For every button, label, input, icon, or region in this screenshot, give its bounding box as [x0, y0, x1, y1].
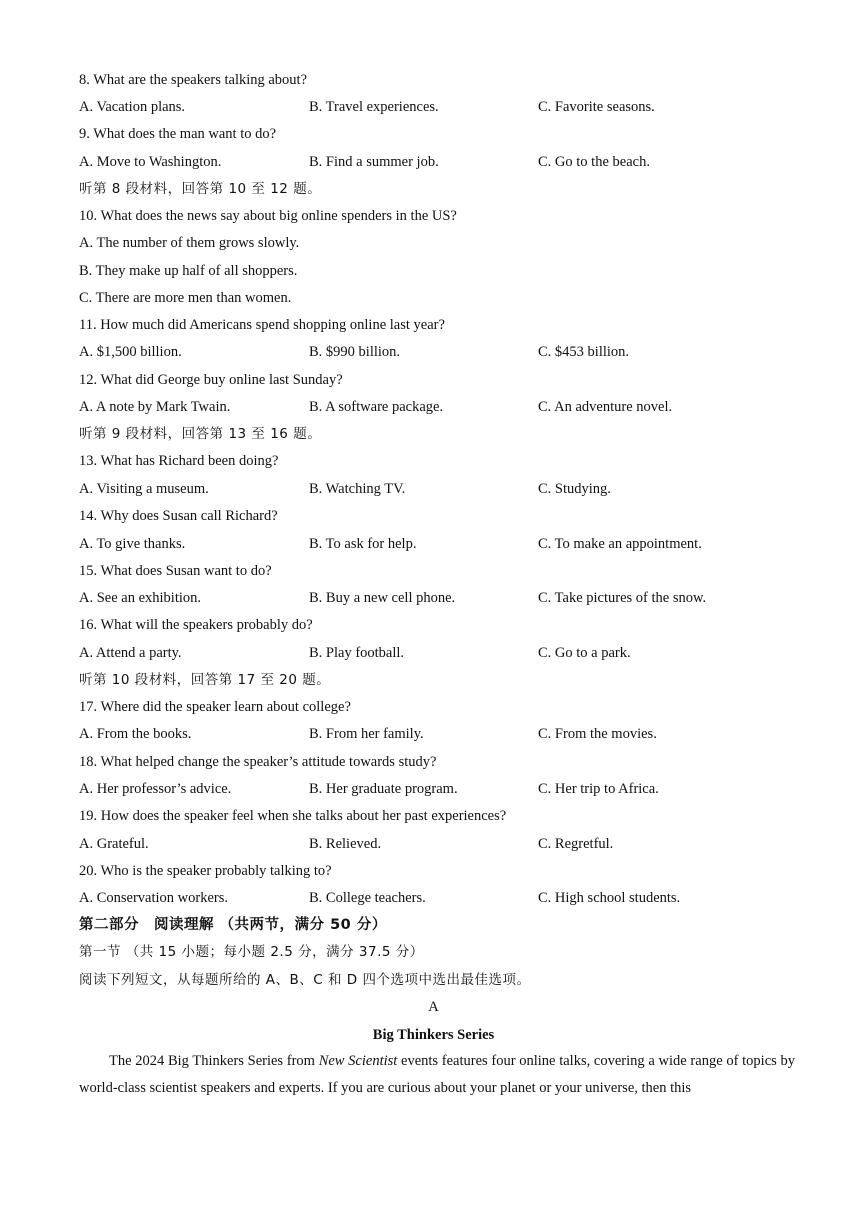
option-a: A. Visiting a museum.	[79, 481, 209, 497]
options-19	[79, 835, 799, 853]
question-13: 13. What has Richard been doing?	[79, 453, 279, 469]
option-a: A. Her professor’s advice.	[79, 781, 232, 797]
section-heading: 第一节 （共 15 小题；每小题 2.5 分，满分 37.5 分）	[79, 944, 424, 960]
option-b: B. Buy a new cell phone.	[309, 590, 456, 606]
option-b: B. Watching TV.	[309, 481, 406, 497]
passage-paragraph	[79, 1048, 795, 1102]
option-b: B. Travel experiences.	[309, 99, 439, 115]
option-a: A. Vacation plans.	[79, 99, 186, 115]
options-8	[79, 98, 799, 116]
option-c: C. Take pictures of the snow.	[538, 590, 707, 606]
option-a: A. A note by Mark Twain.	[79, 399, 231, 415]
question-11: 11. How much did Americans spend shopping online last year?	[79, 317, 445, 333]
options-15	[79, 589, 799, 607]
option-c: C. An adventure novel.	[538, 399, 673, 415]
option-b: B. Find a summer job.	[309, 154, 439, 170]
option-b: B. They make up half of all shoppers.	[79, 263, 298, 279]
question-17: 17. Where did the speaker learn about college?	[79, 699, 351, 715]
option-c: C. Go to a park.	[538, 645, 631, 661]
passage-letter: A	[428, 999, 439, 1015]
option-a: A. The number of them grows slowly.	[79, 235, 300, 251]
options-18	[79, 780, 799, 798]
option-b: B. Relieved.	[309, 836, 382, 852]
option-c: C. There are more men than women.	[79, 290, 292, 306]
question-20: 20. Who is the speaker probably talking to?	[79, 863, 332, 879]
option-c: C. From the movies.	[538, 726, 657, 742]
question-18: 18. What helped change the speaker’s attitude towards study?	[79, 754, 437, 770]
option-b: B. $990 billion.	[309, 344, 401, 360]
options-16	[79, 644, 799, 662]
question-9: 9. What does the man want to do?	[79, 126, 277, 142]
option-a: A. Attend a party.	[79, 645, 182, 661]
options-9	[79, 153, 799, 171]
option-a: A. See an exhibition.	[79, 590, 202, 606]
question-19: 19. How does the speaker feel when she talks about her past experiences?	[79, 808, 507, 824]
option-c: C. Go to the beach.	[538, 154, 650, 170]
option-a: A. $1,500 billion.	[79, 344, 182, 360]
option-c: C. $453 billion.	[538, 344, 630, 360]
option-b: B. To ask for help.	[309, 536, 417, 552]
section-heading-8: 听第 8 段材料，回答第 10 至 12 题。	[79, 181, 322, 197]
question-12: 12. What did George buy online last Sunday?	[79, 372, 343, 388]
passage-text: events features four online talks, covering a wide range of topics by world-class scientist speakers and experts. If you are curious about your planet or your universe, then this	[79, 1053, 795, 1096]
section-heading-9: 听第 9 段材料，回答第 13 至 16 题。	[79, 426, 322, 442]
option-a: A. From the books.	[79, 726, 192, 742]
option-a: A. Grateful.	[79, 836, 149, 852]
options-14	[79, 535, 799, 553]
options-20	[79, 889, 799, 907]
passage-title: Big Thinkers Series	[372, 1027, 495, 1043]
option-a: A. To give thanks.	[79, 536, 186, 552]
question-15: 15. What does Susan want to do?	[79, 563, 272, 579]
options-11	[79, 343, 799, 361]
option-c: C. High school students.	[538, 890, 681, 906]
option-b: B. College teachers.	[309, 890, 426, 906]
part-heading: 第二部分 阅读理解 （共两节，满分 50 分）	[79, 917, 387, 933]
option-b: B. Her graduate program.	[309, 781, 458, 797]
option-c: C. Favorite seasons.	[538, 99, 655, 115]
option-b: B. From her family.	[309, 726, 424, 742]
question-10: 10. What does the news say about big online spenders in the US?	[79, 208, 457, 224]
options-12	[79, 398, 799, 416]
instructions: 阅读下列短文，从每题所给的 A、B、C 和 D 四个选项中选出最佳选项。	[79, 972, 531, 988]
publication-name: New Scientist	[318, 1053, 398, 1069]
option-c: C. Regretful.	[538, 836, 614, 852]
option-c: C. To make an appointment.	[538, 536, 702, 552]
options-17	[79, 725, 799, 743]
passage-text: The 2024 Big Thinkers Series from	[109, 1053, 319, 1069]
question-14: 14. Why does Susan call Richard?	[79, 508, 278, 524]
option-b: B. Play football.	[309, 645, 405, 661]
option-b: B. A software package.	[309, 399, 444, 415]
section-heading-10: 听第 10 段材料，回答第 17 至 20 题。	[79, 672, 331, 688]
question-16: 16. What will the speakers probably do?	[79, 617, 313, 633]
question-8: 8. What are the speakers talking about?	[79, 72, 308, 88]
option-a: A. Conservation workers.	[79, 890, 229, 906]
options-13	[79, 480, 799, 498]
option-c: C. Her trip to Africa.	[538, 781, 659, 797]
option-c: C. Studying.	[538, 481, 611, 497]
option-a: A. Move to Washington.	[79, 154, 222, 170]
